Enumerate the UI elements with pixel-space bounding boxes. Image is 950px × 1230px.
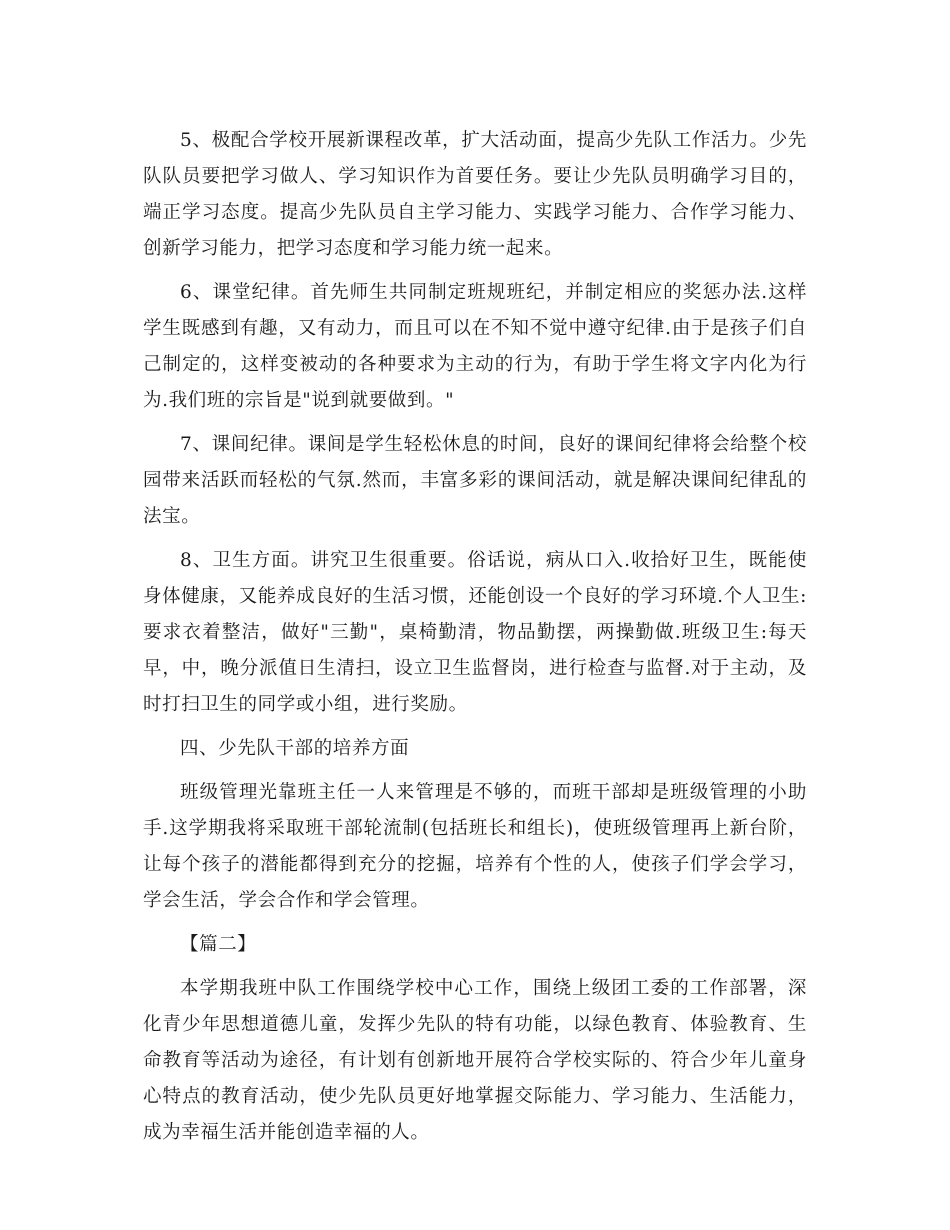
paragraph-part-two-intro: 本学期我班中队工作围绕学校中心工作，围绕上级团工委的工作部署，深化青少年思想道德儿童，发挥少先队的特有功能，以绿色教育、体验教育、生命教育等活动为途径，有计划有创新地开展符合学校实际的、符合少年儿童身心特点的教育活动，使少先队员更好地掌握交际能力、学习能力、生活能力，成为幸福生活并能创造幸福的人。 [143, 978, 807, 1143]
paragraph-item-8: 8、卫生方面。讲究卫生很重要。俗话说，病从口入.收拾好卫生，既能使身体健康，又能养成良好的生活习惯，还能创设一个良好的学习环境.个人卫生:要求衣着整洁，做好"三勤"，桌椅勤清，物品勤摆，两操勤做.班级卫生:每天早，中，晚分派值日生清扫，设立卫生监督岗，进行检查与监督.对于主动，及时打扫卫生的同学或小组，进行奖励。 [143, 550, 807, 715]
section-heading-part-two: 【篇二】 [180, 934, 257, 955]
document-body [143, 123, 807, 1159]
paragraph-item-7: 7、课间纪律。课间是学生轻松休息的时间，良好的课间纪律将会给整个校园带来活跃而轻松的气氛.然而，丰富多彩的课间活动，就是解决课间纪律乱的法宝。 [143, 434, 807, 527]
paragraph-class-management: 班级管理光靠班主任一人来管理是不够的，而班干部却是班级管理的小助手.这学期我将采取班干部轮流制(包括班长和组长)，使班级管理再上新台阶，让每个孩子的潜能都得到充分的挖掘，培养有个性的人，使孩子们学会学习，学会生活，学会合作和学会管理。 [143, 782, 807, 911]
paragraph-item-6: 6、课堂纪律。首先师生共同制定班规班纪，并制定相应的奖惩办法.这样学生既感到有趣，又有动力，而且可以在不知不觉中遵守纪律.由于是孩子们自己制定的，这样变被动的各种要求为主动的行为，有助于学生将文字内化为行为.我们班的宗旨是"说到就要做到。" [143, 282, 807, 411]
paragraph-item-5: 5、极配合学校开展新课程改革，扩大活动面，提高少先队工作活力。少先队队员要把学习做人、学习知识作为首要任务。要让少先队员明确学习目的，端正学习态度。提高少先队员自主学习能力、实践学习能力、合作学习能力、创新学习能力，把学习态度和学习能力统一起来。 [143, 130, 807, 259]
section-heading-4: 四、少先队干部的培养方面 [180, 738, 410, 759]
